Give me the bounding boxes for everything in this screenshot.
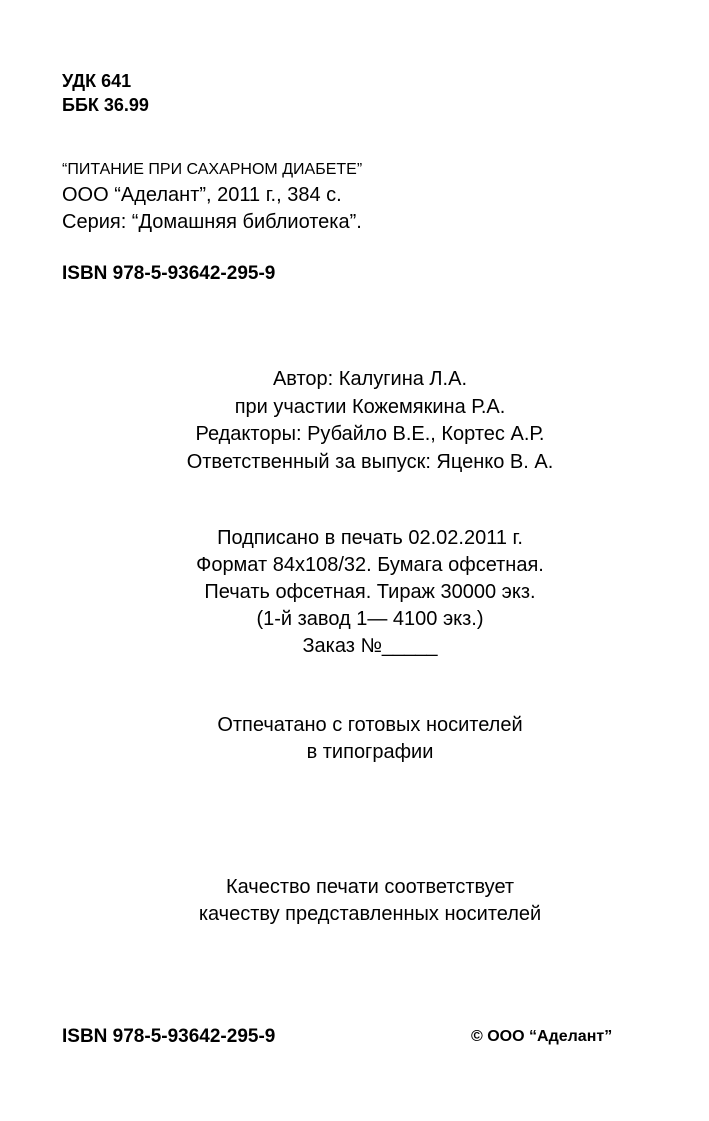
print-line: Печать офсетная. Тираж 30000 экз. (204, 581, 536, 603)
book-title: “ПИТАНИЕ ПРИ САХАРНОМ ДИАБЕТЕ” (62, 161, 363, 178)
participation-line: при участии Кожемякина Р.А. (234, 395, 506, 418)
publisher-line: ООО “Аделант”, 2011 г., 384 с. (62, 184, 342, 206)
author-line: Автор: Калугина Л.А. (272, 368, 468, 390)
quality-block (0, 874, 709, 928)
quality-line-2: качеству представленных носителей (198, 903, 542, 925)
responsible-line: Ответственный за выпуск: Яценко В. А. (186, 450, 554, 473)
format-line: Формат 84x108/32. Бумага офсетная. (196, 554, 544, 576)
isbn-top: ISBN 978-5-93642-295-9 (62, 263, 276, 284)
printed-from-block (0, 712, 709, 766)
signed-line: Подписано в печать 02.02.2011 г. (217, 527, 523, 549)
isbn-bottom: ISBN 978-5-93642-295-9 (62, 1026, 276, 1047)
copyright-notice: © ООО “Аделант” (471, 1028, 613, 1045)
quality-line-1: Качество печати соответствует (225, 876, 515, 898)
printed-from-line-1: Отпечатано с готовых носителей (217, 714, 523, 736)
run-line: (1-й завод 1— 4100 экз.) (256, 608, 484, 630)
printed-from-line-2: в типографии (306, 741, 434, 763)
series-line: Серия: “Домашняя библиотека”. (62, 211, 362, 233)
credits-block (0, 366, 709, 476)
print-info-block (0, 525, 709, 660)
bbk-code: ББК 36.99 (62, 95, 149, 115)
order-line: Заказ №_____ (302, 635, 438, 657)
udk-code: УДК 641 (62, 71, 132, 91)
editors-line: Редакторы: Рубайло В.Е., Кортес А.Р. (195, 423, 545, 445)
